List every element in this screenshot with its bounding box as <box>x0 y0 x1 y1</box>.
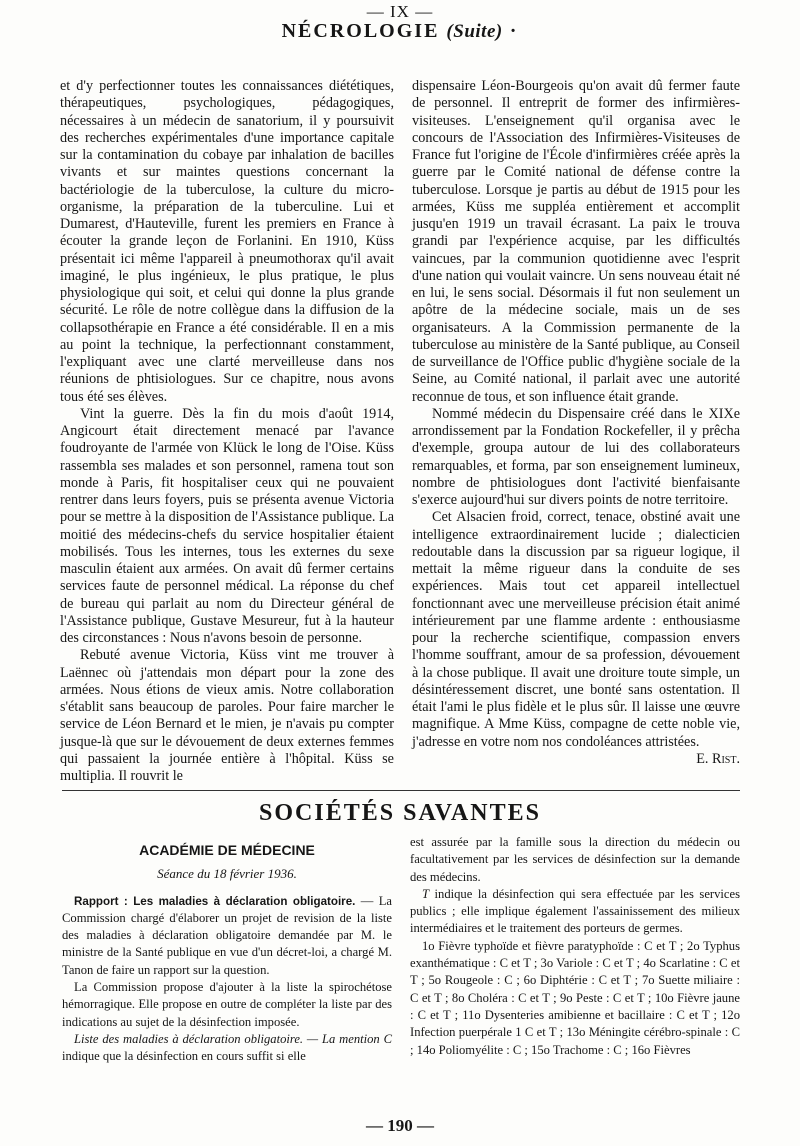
section-heading-necrologie <box>0 20 800 43</box>
rapport-title: Rapport : Les maladies à déclaration obligatoire. <box>74 894 356 908</box>
academie-heading: ACADÉMIE DE MÉDECINE <box>139 842 315 858</box>
necrologie-left-column <box>60 78 394 785</box>
letter-T: T <box>422 886 430 901</box>
seance-date: Séance du 18 février 1936. <box>157 866 297 882</box>
right-paragraph-2: Nommé médecin du Dispensaire créé dans le XIXe arrondissement par la Fondation Rockefeller, il y prêcha d'exemple, groupa autour de lui des collaborateurs remarquables, et forma, par son enseignement lumineux, nombre de phtisiologues dont l'activité bienfaisante s'exerce aujourd'hui sur divers points de notre territoire. <box>412 405 740 508</box>
societes-right-column <box>410 834 740 1059</box>
liste-text: indique que la désinfection en cours suffit si elle <box>62 1049 306 1064</box>
rapport-text: — La Commission chargé d'élaborer un projet de revision de la liste des maladies à déclaration obligatoire demandée par M. le ministre de la Santé publique en vue d'un décret-loi, a chargé M. Tanon de faire un rapport sur la question. <box>62 893 392 977</box>
desinfection-text: indique la désinfection qui sera effectuée par les services publics ; elle implique également l'assainissement des milieux intermédiaires et le traitement des porteurs de germes. <box>410 886 740 936</box>
liste-title: Liste des maladies à déclaration obligatoire. — La mention C <box>74 1031 392 1046</box>
desinfection-paragraph <box>410 886 740 938</box>
right-paragraph-1: dispensaire Léon-Bourgeois qu'on avait dû fermer faute de personnel. Il entreprit de former des infirmières-visiteuses. L'enseignement qu'il organisa avec le concours de l'Association des Infirmières-Visiteuses de France fut l'origine de l'École d'infirmières créée après la guerre par le Comité national de défense contre la tuberculose. Lorsque je partis au début de 1915 pour les armées, Küss me suppléa entièrement et accomplit jusqu'en 1919 un travail écrasant. La paix le trouva grandi par l'expérience acquise, par les difficultés vaincues, par la communion quotidienne avec l'esprit d'une nation qui voulait vaincre. Un sens nouveau était né en lui, le sens social. Désormais il fut non seulement un apôtre de la médecine sociale, mais un de ses organisateurs. A la Commission permanente de la tuberculose au ministère de la Santé publique, au Conseil de surveillance de l'Office public d'hygiène sociale de la Seine, au Comité national, il parlait avec une autorité reconnue de tous, et son influence était grande. <box>412 78 740 405</box>
rapport-paragraph <box>62 893 392 979</box>
left-paragraph-3: Rebuté avenue Victoria, Küss vint me trouver à Laënnec où j'attendais mon départ pour la zone des armées. Nous étions de vieux amis. Notre collaboration s'établit sans beaucoup de paroles. Pour faire marcher le service de Léon Bernard et le mien, je n'avais pu compter jusque-là que sur le dévouement de deux externes femmes qui passaient la journée entière à l'hôpital. Küss se multiplia. Il rouvrit le <box>60 647 394 784</box>
section-divider <box>62 790 740 791</box>
section-heading-societes-savantes: SOCIÉTÉS SAVANTES <box>259 800 541 826</box>
heading-dot: · <box>509 20 519 42</box>
famille-paragraph: est assurée par la famille sous la direction du médecin ou facultativement par les services de désinfection sur la demande des médecins. <box>410 835 740 884</box>
page-number: — 190 — <box>366 1116 434 1135</box>
societes-left-column <box>62 840 392 1066</box>
right-paragraph-3: Cet Alsacien froid, correct, tenace, obstiné avait une intelligence extraordinairement lucide ; dialecticien redoutable dans la discussion par sa rigueur logique, il mettait la même rigueur dans la conduite de ses expériences. Mais tout cet appareil intellectuel fonctionnant avec une merveilleuse précision était animé intérieurement par une flamme ardente : enthousiasme pour la recherche scientifique, compassion envers l'homme souffrant, amour de sa profession, dévouement à la chose publique. Il avait une droiture toute simple, un désintéressement discret, une bonté sans ostentation. Il était l'ami le plus fidèle et le plus sûr. Il laisse une œuvre magnifique. A Mme Küss, compagne de cette noble vie, j'adresse en votre nom nos condoléances attristées. <box>412 509 740 750</box>
left-paragraph-1: et d'y perfectionner toutes les connaissances diététiques, thérapeutiques, psychologiques, pédagogiques, nécessaires à un médecin de sanatorium, il y poursuivit des recherches expérimentales d'une importance capitale sur la contamination du cobaye par inhalation de bacilles vivants et sur maintes questions concernant la bactériologie de la tuberculose, la culture du micro-organisme, la préparation de la tuberculine. Lui et Dumarest, d'Hauteville, furent les premiers en France à écouter la grande leçon de Forlanini. En 1910, Küss présentait ici même l'appareil à pneumothorax qu'il avait imaginé, le plus ingénieux, le plus pratique, le plus physiologique qui soit, et celui qui donne la plus grande sécurité. Le rôle de notre collègue dans la diffusion de la collapsothérapie en France a été considérable. Il en a mis au point la technique, la perfectionnant constamment, l'expliquant avec une clarté merveilleuse dans nos réunions de phtisiologues. Sur ce chapitre, nous avons tous été ses élèves. <box>60 78 394 405</box>
heading-title: NÉCROLOGIE <box>281 20 440 42</box>
heading-suite: (Suite) <box>446 21 503 42</box>
necrologie-right-column <box>412 78 740 768</box>
commission-paragraph: La Commission propose d'ajouter à la liste la spirochétose hémorragique. Elle propose en outre de compléter la liste par des indications au sujet de la désinfection imposée. <box>62 980 392 1029</box>
signature: E. Rist. <box>696 750 740 767</box>
maladies-list: 1o Fièvre typhoïde et fièvre paratyphoïde : C et T ; 2o Typhus exanthématique : C et T ; 3o Variole : C et T ; 4o Scarlatine : C et T ; 5o Rougeole : C ; 6o Diphtérie : C et T ; 7o Suette miliaire : C et T ; 8o Choléra : C et T ; 9o Peste : C et T ; 10o Fièvre jaune : C et T ; 11o Dysenteries amibienne et bacillaire : C et T ; 12o Infection puerpérale 1 C et T ; 13o Méningite cérébro-spinale : C ; 14o Poliomyélite : C ; 15o Trachome : C ; 16o Fièvres <box>410 938 740 1057</box>
roman-page-number: — IX — <box>366 2 434 21</box>
liste-paragraph <box>62 1031 392 1066</box>
left-paragraph-2: Vint la guerre. Dès la fin du mois d'août 1914, Angicourt était directement menacé par l'avance foudroyante de l'armée von Klück le long de l'Oise. Küss rassembla ses malades et son personnel, ramena tout son monde à Paris, fit hospitaliser ceux qui ne pouvaient rentrer dans leurs foyers, puis se présenta avenue Victoria pour se mettre à la disposition de l'Assistance publique. La moitié des médecins-chefs du service hospitalier étaient mobilisés. Tous les internes, tous les externes du sexe masculin étaient aux armées. On avait dû fermer certains services faute de personnel médical. La réponse du chef de bureau qui parlait au nom du Directeur général de l'Assistance publique, Gustave Mesureur, fut à la hauteur des circonstances : Nous n'avons besoin de personne. <box>60 405 394 646</box>
